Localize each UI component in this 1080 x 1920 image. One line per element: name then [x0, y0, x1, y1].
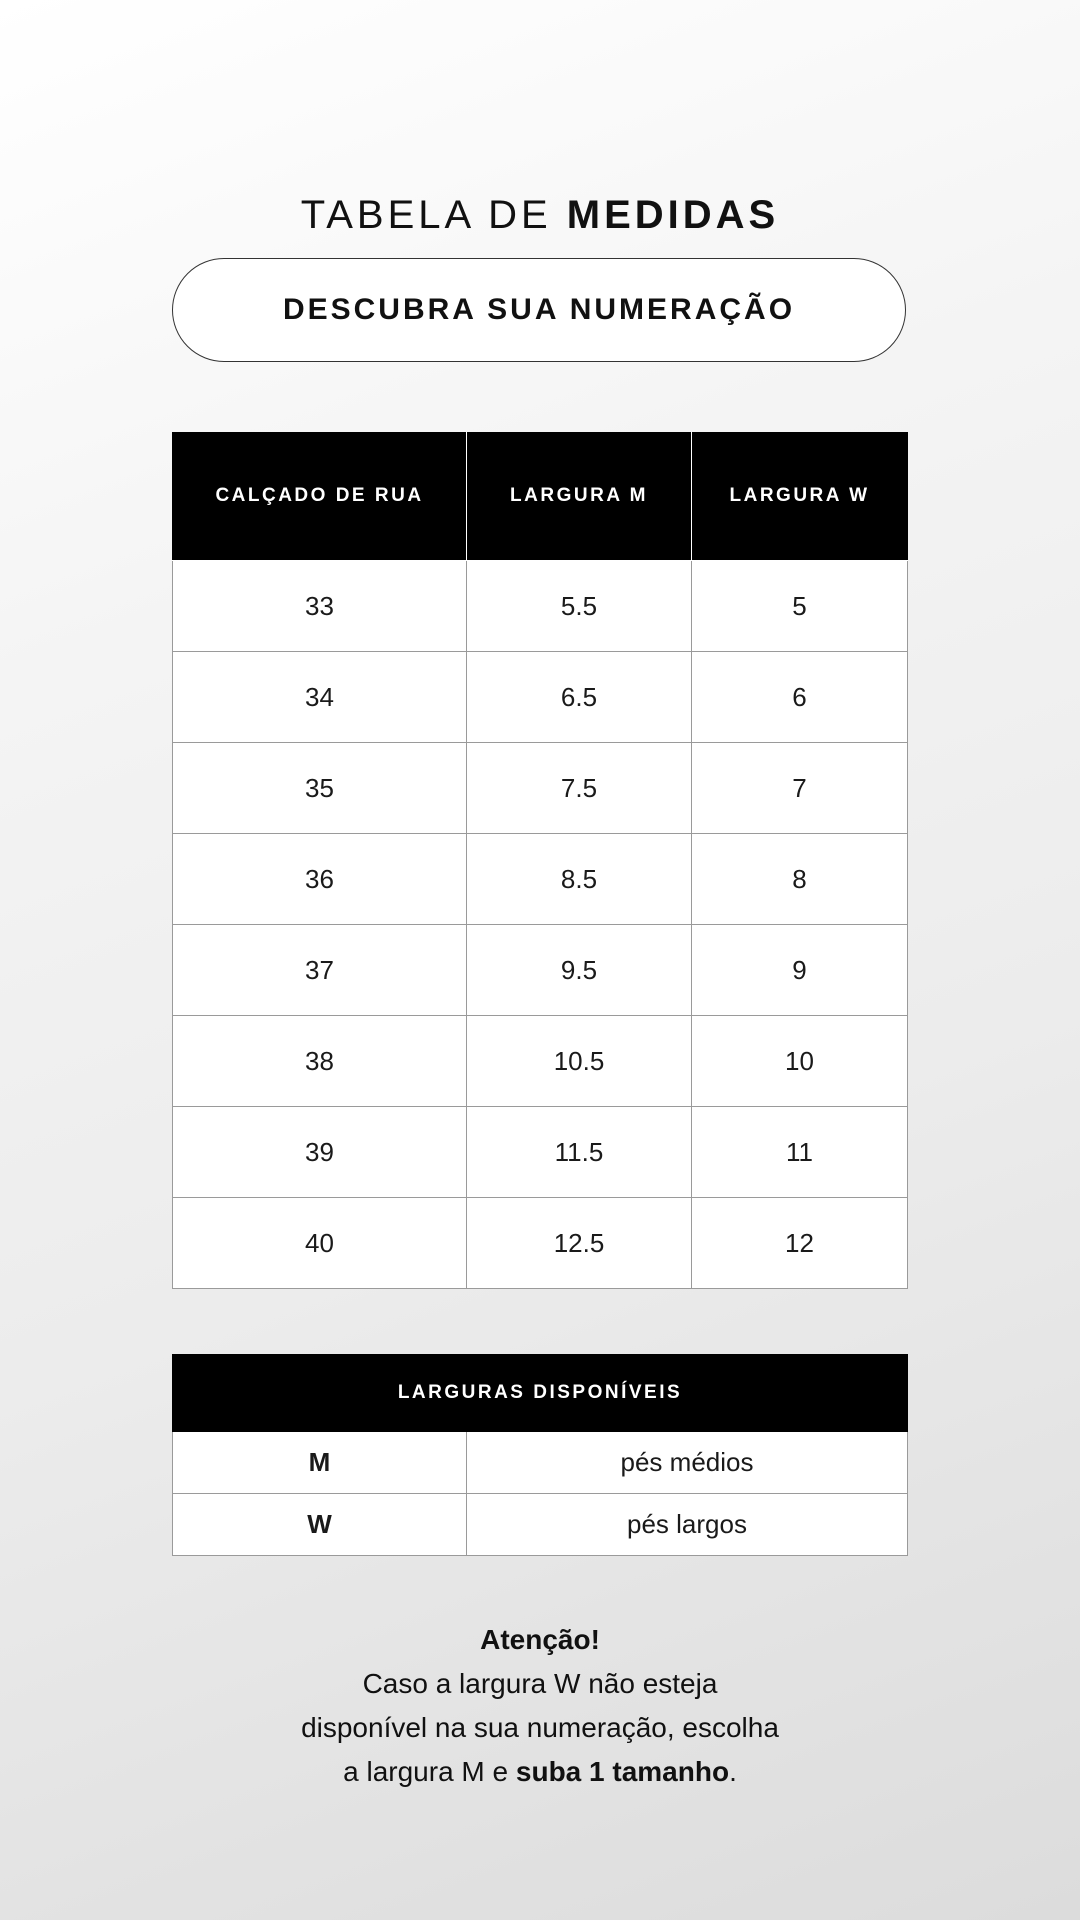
table-row — [173, 834, 908, 925]
header-width-w: LARGURA W — [692, 432, 908, 561]
discover-size-button[interactable]: DESCUBRA SUA NUMERAÇÃO — [172, 258, 906, 362]
street-size-cell: 40 — [173, 1198, 467, 1289]
width-description-cell: pés largos — [467, 1494, 908, 1556]
widths-header-row — [173, 1355, 908, 1432]
width-m-cell: 11.5 — [467, 1107, 692, 1198]
table-row — [173, 1494, 908, 1556]
notice-line-1: Caso a largura W não esteja — [362, 1668, 718, 1699]
street-size-cell: 34 — [173, 652, 467, 743]
street-size-cell: 38 — [173, 1016, 467, 1107]
width-m-cell: 8.5 — [467, 834, 692, 925]
street-size-cell: 35 — [173, 743, 467, 834]
street-size-cell: 37 — [173, 925, 467, 1016]
table-row — [173, 743, 908, 834]
width-w-cell: 11 — [692, 1107, 908, 1198]
street-size-cell: 36 — [173, 834, 467, 925]
table-row — [173, 652, 908, 743]
street-size-cell: 39 — [173, 1107, 467, 1198]
notice-title: Atenção! — [480, 1624, 600, 1655]
header-street-shoe: CALÇADO DE RUA — [173, 432, 467, 561]
width-m-cell: 5.5 — [467, 561, 692, 652]
available-widths-table — [172, 1354, 908, 1556]
size-chart-header-row — [173, 432, 908, 561]
width-m-cell: 12.5 — [467, 1198, 692, 1289]
width-code-cell: M — [173, 1432, 467, 1494]
table-row — [173, 1107, 908, 1198]
table-row — [173, 561, 908, 652]
width-m-cell: 7.5 — [467, 743, 692, 834]
width-w-cell: 6 — [692, 652, 908, 743]
page-title-light: TABELA DE — [300, 192, 552, 237]
width-w-cell: 7 — [692, 743, 908, 834]
table-row — [173, 1016, 908, 1107]
width-w-cell: 10 — [692, 1016, 908, 1107]
notice-line-3-prefix: a largura M e — [343, 1756, 516, 1787]
size-chart-table — [172, 432, 908, 1289]
page-title — [0, 187, 1080, 243]
page-title-bold: MEDIDAS — [566, 192, 780, 237]
width-m-cell: 10.5 — [467, 1016, 692, 1107]
notice-line-3-emphasis: suba 1 tamanho — [515, 1756, 730, 1787]
table-row — [173, 1432, 908, 1494]
width-w-cell: 8 — [692, 834, 908, 925]
width-w-cell: 12 — [692, 1198, 908, 1289]
width-w-cell: 9 — [692, 925, 908, 1016]
header-available-widths: LARGURAS DISPONÍVEIS — [173, 1355, 908, 1432]
width-code-cell: W — [173, 1494, 467, 1556]
notice-line-3-suffix: . — [729, 1756, 737, 1787]
street-size-cell: 33 — [173, 561, 467, 652]
header-width-m: LARGURA M — [467, 432, 692, 561]
width-w-cell: 5 — [692, 561, 908, 652]
notice-line-2: disponível na sua numeração, escolha — [301, 1712, 779, 1743]
table-row — [173, 925, 908, 1016]
width-description-cell: pés médios — [467, 1432, 908, 1494]
width-m-cell: 9.5 — [467, 925, 692, 1016]
table-row — [173, 1198, 908, 1289]
width-m-cell: 6.5 — [467, 652, 692, 743]
attention-notice — [0, 1618, 1080, 1794]
